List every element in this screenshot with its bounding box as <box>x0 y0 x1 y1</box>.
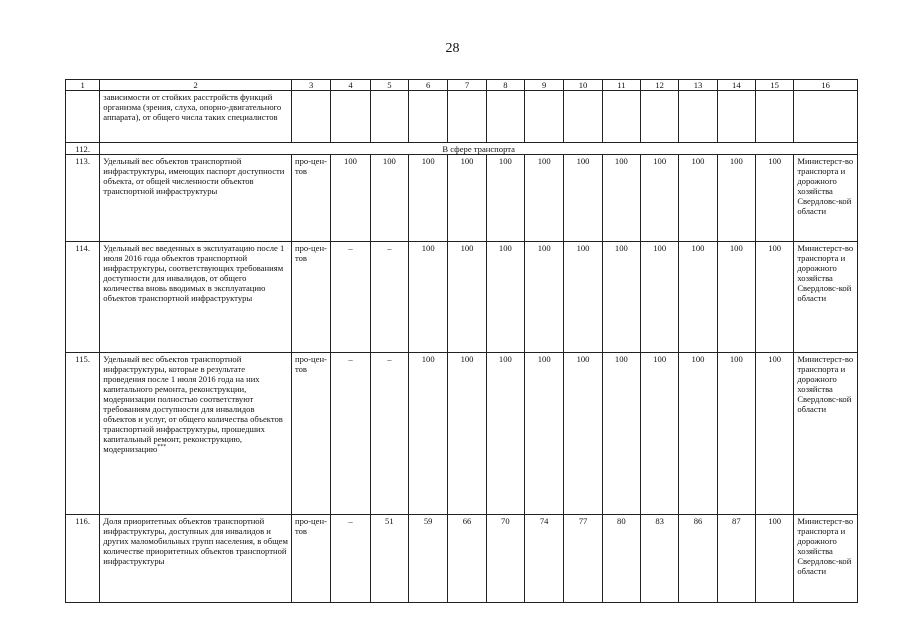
value-cell: 80 <box>602 515 640 603</box>
value-cell: 100 <box>602 155 640 242</box>
section-title: В сфере транспорта <box>100 143 858 155</box>
value-cell: 100 <box>486 155 524 242</box>
value-cell: 74 <box>525 515 564 603</box>
value-cell: 100 <box>717 242 755 353</box>
column-number: 8 <box>486 80 524 91</box>
table-row <box>66 242 858 353</box>
column-number-row <box>66 80 858 91</box>
value-cell: – <box>370 242 408 353</box>
value-cell: 100 <box>448 155 486 242</box>
column-number: 14 <box>717 80 755 91</box>
column-number: 10 <box>564 80 602 91</box>
value-cell: 100 <box>525 155 564 242</box>
value-cell: 100 <box>564 353 602 515</box>
value-cell: – <box>331 353 370 515</box>
value-cell: 100 <box>486 242 524 353</box>
value-cell: 100 <box>679 353 717 515</box>
section-row <box>66 143 858 155</box>
column-number: 16 <box>794 80 858 91</box>
value-cell: – <box>331 515 370 603</box>
page-number: 28 <box>445 41 460 56</box>
unit-cell: про-цен-тов <box>291 242 330 353</box>
footnote-marker: *** <box>157 444 167 451</box>
unit-cell: про-цен-тов <box>291 353 330 515</box>
column-number: 11 <box>602 80 640 91</box>
value-cell: 77 <box>564 515 602 603</box>
column-number: 3 <box>291 80 330 91</box>
value-cell: 87 <box>717 515 755 603</box>
unit-cell: про-цен-тов <box>291 155 330 242</box>
column-number: 12 <box>641 80 679 91</box>
value-cell: 100 <box>409 242 448 353</box>
value-cell: 100 <box>641 353 679 515</box>
column-number: 9 <box>525 80 564 91</box>
table-row <box>66 155 858 242</box>
value-cell: 100 <box>717 353 755 515</box>
value-cell: 100 <box>525 242 564 353</box>
value-cell: 83 <box>641 515 679 603</box>
value-cell: 100 <box>564 155 602 242</box>
value-cell: – <box>370 353 408 515</box>
table-row <box>66 353 858 515</box>
continuation-row <box>66 91 858 143</box>
value-cell: 100 <box>755 353 793 515</box>
value-cell: 100 <box>448 353 486 515</box>
indicator-description: Удельный вес введенных в эксплуатацию после 1 июля 2016 года объектов транспортной инфраструктуры, соответствующих требованиям доступности для инвалидов, от общего количества вновь вводимых в эксплуатацию объектов транспортной инфраструктуры <box>100 242 292 353</box>
column-number: 7 <box>448 80 486 91</box>
value-cell: 100 <box>679 242 717 353</box>
value-cell: 100 <box>564 242 602 353</box>
indicator-description: зависимости от стойких расстройств функций организма (зрения, слуха, опорно-двигательного аппарата), от общего числа таких специалистов <box>100 91 292 143</box>
value-cell: 86 <box>679 515 717 603</box>
responsible-cell: Министерст-во транспорта и дорожного хозяйства Свердловс-кой области <box>794 155 858 242</box>
value-cell: 100 <box>641 155 679 242</box>
value-cell: 100 <box>717 155 755 242</box>
value-cell: 59 <box>409 515 448 603</box>
value-cell: 100 <box>448 242 486 353</box>
value-cell: 100 <box>409 155 448 242</box>
column-number: 4 <box>331 80 370 91</box>
value-cell: 100 <box>602 353 640 515</box>
table-row <box>66 515 858 603</box>
column-number: 5 <box>370 80 408 91</box>
unit-cell: про-цен-тов <box>291 515 330 603</box>
responsible-cell: Министерст-во транспорта и дорожного хозяйства Свердловс-кой области <box>794 515 858 603</box>
row-number: 113. <box>66 155 100 242</box>
row-number: 115. <box>66 353 100 515</box>
responsible-cell: Министерст-во транспорта и дорожного хозяйства Свердловс-кой области <box>794 242 858 353</box>
column-number: 1 <box>66 80 100 91</box>
value-cell: 100 <box>755 242 793 353</box>
indicator-description <box>100 353 292 515</box>
value-cell: 100 <box>602 242 640 353</box>
value-cell: – <box>331 242 370 353</box>
value-cell: 100 <box>755 155 793 242</box>
value-cell: 100 <box>486 353 524 515</box>
value-cell: 100 <box>755 515 793 603</box>
indicator-description-text: Удельный вес объектов транспортной инфраструктуры, которые в результате проведения после 1 июля 2016 года на них капитального ремонта, реконструкции, модернизации полностью соответствуют требованиям доступности для инвалидов объектов и услуг, от общего количества объектов транспортной инфраструктуры, прошедших капитальный ремонт, реконструкцию, модернизацию <box>103 354 283 454</box>
column-number: 6 <box>409 80 448 91</box>
value-cell: 66 <box>448 515 486 603</box>
value-cell: 100 <box>370 155 408 242</box>
value-cell: 100 <box>525 353 564 515</box>
responsible-cell: Министерст-во транспорта и дорожного хозяйства Свердловс-кой области <box>794 353 858 515</box>
row-number: 114. <box>66 242 100 353</box>
row-number: 116. <box>66 515 100 603</box>
indicator-description: Удельный вес объектов транспортной инфраструктуры, имеющих паспорт доступности объекта, от общей численности объектов транспортной инфраструктуры <box>100 155 292 242</box>
indicators-table <box>65 79 858 603</box>
value-cell: 100 <box>409 353 448 515</box>
value-cell: 100 <box>331 155 370 242</box>
column-number: 2 <box>100 80 292 91</box>
column-number: 15 <box>755 80 793 91</box>
row-number: 112. <box>66 143 100 155</box>
value-cell: 51 <box>370 515 408 603</box>
column-number: 13 <box>679 80 717 91</box>
value-cell: 100 <box>679 155 717 242</box>
value-cell: 100 <box>641 242 679 353</box>
value-cell: 70 <box>486 515 524 603</box>
indicator-description: Доля приоритетных объектов транспортной инфраструктуры, доступных для инвалидов и других маломобильных групп населения, в общем количестве приоритетных объектов транспортной инфраструктуры <box>100 515 292 603</box>
